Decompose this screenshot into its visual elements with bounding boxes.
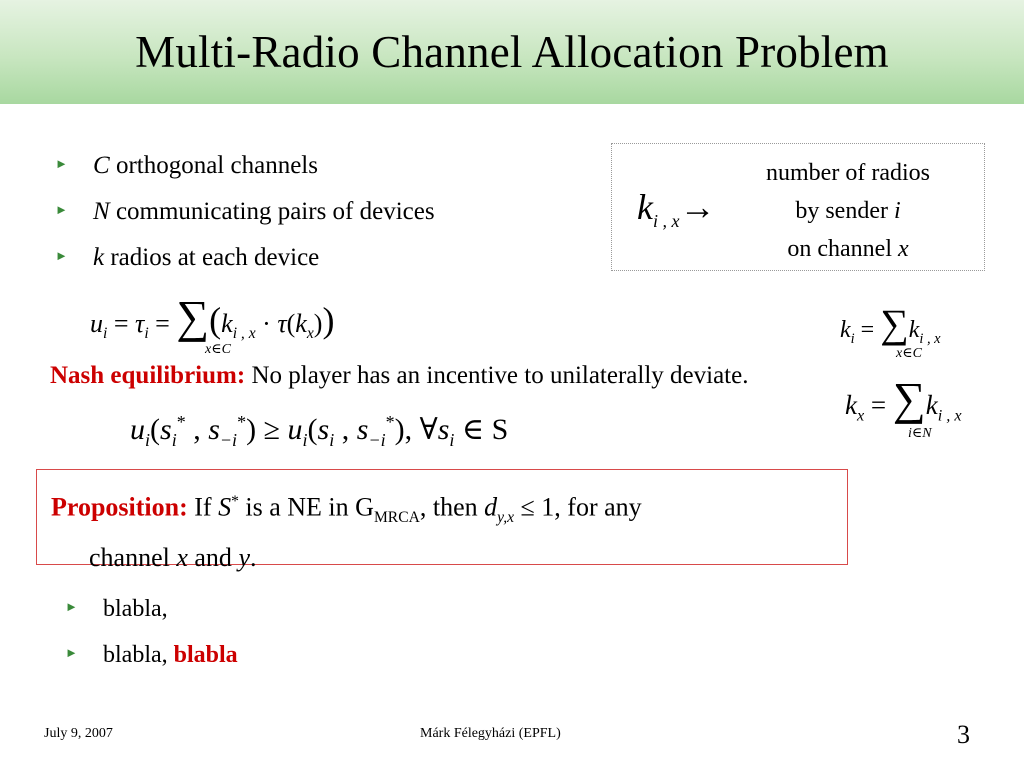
proposition-line: channel x and y. — [89, 542, 257, 572]
k-ix-symbol: $k_{i , x}\to$ — [637, 187, 716, 232]
nash-label: Nash equilibrium: — [50, 362, 246, 389]
list-item — [55, 152, 318, 180]
triangle-bullet-icon: ► — [55, 248, 68, 264]
triangle-bullet-icon: ► — [65, 645, 78, 661]
definition-line: by sender i — [795, 198, 901, 224]
footer-author: Márk Félegyházi (EPFL) — [420, 726, 561, 741]
definition-line: number of radios — [766, 160, 930, 186]
triangle-bullet-icon: ► — [55, 202, 68, 218]
footer-date: July 9, 2007 — [44, 726, 113, 741]
sum-symbol: ∑ — [892, 373, 926, 424]
sum-range: i∈N — [908, 426, 932, 441]
utility-formula: $u_i = \tau_i = \sum(k_{i , x} \cdot \tau(k_x))$ — [90, 291, 335, 343]
bullet-text: blabla, — [103, 642, 174, 668]
nash-definition — [50, 362, 748, 390]
kx-formula: $k_x = \sum k_{i , x}$ — [845, 373, 962, 425]
bullet-variable: N — [93, 198, 110, 225]
bullet-emphasis: blabla — [173, 642, 238, 668]
proposition-text — [51, 482, 642, 578]
sum-symbol: ∑ — [880, 301, 909, 346]
list-item — [65, 642, 238, 669]
bullet-text: radios at each device — [104, 244, 320, 271]
definition-line: on channel x — [787, 236, 909, 262]
sum-range: x∈C — [205, 342, 231, 357]
list-item — [55, 244, 319, 272]
slide-title: Multi-Radio Channel Allocation Problem — [135, 27, 889, 77]
proposition-line: Proposition: If S* is a NE in $G_{MRCA}$, then $d_{y,x} \le 1$, for any — [51, 492, 642, 526]
bullet-variable: C — [93, 152, 110, 179]
list-item — [55, 198, 435, 226]
sum-range: x∈C — [896, 346, 922, 361]
triangle-bullet-icon: ► — [55, 156, 68, 172]
sum-symbol: ∑ — [176, 291, 210, 342]
bullet-text: communicating pairs of devices — [109, 198, 435, 225]
nash-text: No player has an incentive to unilaterally deviate. — [245, 362, 749, 389]
bullet-variable: k — [93, 244, 105, 271]
proposition-label: Proposition: — [51, 492, 188, 522]
page-number: 3 — [957, 720, 970, 749]
title-banner — [0, 0, 1024, 104]
definition-text — [730, 154, 966, 268]
bullet-text: orthogonal channels — [109, 152, 318, 179]
proposition-box — [36, 469, 848, 572]
ne-inequality: $u_i(s_i^*$ , $s_{-i}^*) \ge u_i(s_i$ , $s_{-i}^*$), $\forall s_i$ ∈ S — [130, 412, 509, 450]
list-item — [65, 596, 168, 623]
definition-box — [611, 143, 985, 271]
ki-formula: $k_i = \sum k_{i , x}$ — [840, 301, 941, 347]
triangle-bullet-icon: ► — [65, 599, 78, 615]
bullet-text: blabla, — [103, 596, 168, 622]
